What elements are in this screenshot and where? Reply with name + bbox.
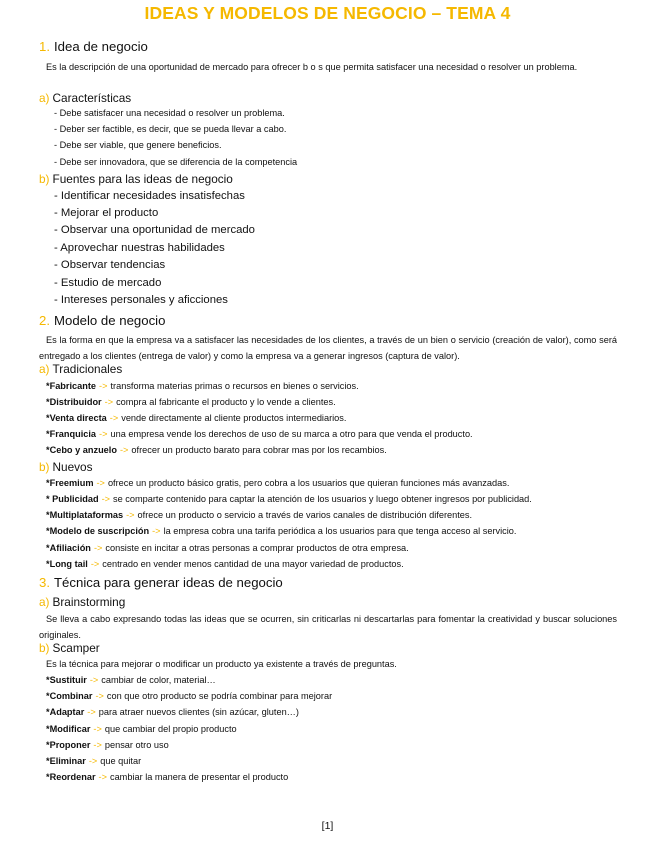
- paragraph-text: Es la descripción de una oportunidad de mercado para ofrecer b o s que permita satisfacer una necesidad o resolver un problema.: [46, 62, 578, 72]
- definition-item: [46, 397, 336, 407]
- list-item: - Estudio de mercado: [54, 277, 162, 289]
- section-number: 1.: [39, 39, 50, 54]
- subsection-letter: a): [39, 595, 50, 609]
- definition-item: [46, 381, 359, 391]
- arrow: ->: [93, 740, 102, 750]
- description: pensar otro uso: [104, 740, 169, 750]
- term: *Cebo y anzuelo: [46, 445, 117, 455]
- arrow: ->: [99, 381, 108, 391]
- section-2-heading: [39, 313, 165, 328]
- description: vende directamente al cliente productos intermediarios.: [121, 413, 347, 423]
- subsection-1b-heading: [39, 172, 233, 186]
- subsection-title: Brainstorming: [52, 595, 126, 609]
- arrow: ->: [87, 707, 96, 717]
- term: *Combinar: [46, 691, 93, 701]
- definition-item: [46, 724, 237, 734]
- arrow: ->: [98, 772, 107, 782]
- arrow: ->: [95, 691, 104, 701]
- definition-item: [46, 543, 409, 553]
- arrow: ->: [119, 445, 129, 455]
- section-number: 2.: [39, 313, 50, 328]
- description: que quitar: [100, 756, 142, 766]
- definition-item: [46, 740, 169, 750]
- arrow: ->: [89, 675, 99, 685]
- page-title: IDEAS Y MODELOS DE NEGOCIO – TEMA 4: [144, 3, 511, 23]
- definition-item: [46, 510, 472, 520]
- list-item: - Observar tendencias: [54, 259, 166, 271]
- definition-item: [46, 445, 387, 455]
- description: compra al fabricante el producto y lo vende a clientes.: [116, 397, 336, 407]
- description: que cambiar del propio producto: [104, 724, 237, 734]
- definition-item: [46, 675, 216, 685]
- subsection-letter: a): [39, 91, 50, 105]
- term: *Venta directa: [46, 413, 107, 423]
- subsection-3a-heading: [39, 595, 125, 609]
- definition-item: [46, 756, 141, 766]
- subsection-title: Scamper: [52, 641, 100, 655]
- subsection-3b-heading: [39, 641, 100, 655]
- term: *Eliminar: [46, 756, 86, 766]
- term: *Sustituir: [46, 675, 87, 685]
- subsection-2b-heading: [39, 460, 93, 474]
- subsection-title: Nuevos: [52, 460, 93, 474]
- description: con que otro producto se podría combinar para mejorar: [106, 691, 333, 701]
- subsection-letter: b): [39, 460, 50, 474]
- description: transforma materias primas o recursos en bienes o servicios.: [110, 381, 359, 391]
- term: *Distribuidor: [46, 397, 102, 407]
- subsection-1a-heading: [39, 91, 131, 105]
- description: centrado en vender menos cantidad de una mayor variedad de productos.: [102, 559, 404, 569]
- arrow: ->: [96, 478, 105, 488]
- definition-item: [46, 691, 332, 701]
- term: *Franquicia: [46, 429, 97, 439]
- arrow: ->: [93, 543, 103, 553]
- arrow: ->: [88, 756, 98, 766]
- list-item: - Debe ser innovadora, que se diferencia de la competencia: [54, 157, 298, 167]
- subsection-2a-heading: [39, 362, 122, 376]
- term: *Modificar: [46, 724, 91, 734]
- subsection-letter: a): [39, 362, 50, 376]
- arrow: ->: [99, 429, 108, 439]
- definition-item: [46, 413, 346, 423]
- definition-item: [46, 478, 509, 488]
- section-1-intro: [39, 59, 617, 75]
- scamper-intro: Es la técnica para mejorar o modificar un producto ya existente a través de preguntas.: [46, 659, 397, 669]
- section-number: 3.: [39, 575, 50, 590]
- list-item: - Deber ser factible, es decir, que se pueda llevar a cabo.: [54, 124, 287, 134]
- description: ofrece un producto básico gratis, pero cobra a los usuarios que quieran funciones más avanzadas.: [107, 478, 510, 488]
- list-item: - Intereses personales y aficciones: [54, 294, 228, 306]
- arrow: ->: [90, 559, 100, 569]
- arrow: ->: [152, 526, 161, 536]
- definition-item: [46, 772, 288, 782]
- section-title: Modelo de negocio: [54, 313, 166, 328]
- section-1-heading: [39, 39, 148, 54]
- list-item: - Debe satisfacer una necesidad o resolver un problema.: [54, 108, 285, 118]
- term: *Modelo de suscripción: [46, 526, 150, 536]
- section-3a-text: [39, 611, 617, 643]
- description: cambiar la manera de presentar el producto: [109, 772, 289, 782]
- paragraph-text: Se lleva a cabo expresando todas las ideas que se ocurren, sin criticarlas ni descartarlas para fomentar la creatividad y buscar soluciones originales.: [39, 614, 617, 640]
- arrow: ->: [126, 510, 135, 520]
- term: *Freemium: [46, 478, 94, 488]
- term: *Fabricante: [46, 381, 97, 391]
- term: *Adaptar: [46, 707, 85, 717]
- definition-item: [46, 494, 532, 504]
- section-title: Técnica para generar ideas de negocio: [54, 575, 283, 590]
- description: ofrecer un producto barato para cobrar mas por los recambios.: [131, 445, 387, 455]
- term: * Publicidad: [46, 494, 99, 504]
- description: para atraer nuevos clientes (sin azúcar, gluten…): [98, 707, 299, 717]
- arrow: ->: [101, 494, 111, 504]
- term: *Afiliación: [46, 543, 91, 553]
- section-title: Idea de negocio: [54, 39, 148, 54]
- list-item: - Debe ser viable, que genere beneficios.: [54, 140, 222, 150]
- definition-item: [46, 526, 516, 536]
- definition-item: [46, 429, 473, 439]
- definition-item: [46, 559, 404, 569]
- list-item: - Mejorar el producto: [54, 207, 159, 219]
- paragraph-text: Es la forma en que la empresa va a satisfacer las necesidades de los clientes, a través de un bien o servicio (creación de valor), como será entregado a los clientes (entrega de valor) y como la empresa va a generar ingresos (captura de valor).: [39, 335, 617, 361]
- list-item: - Identificar necesidades insatisfechas: [54, 190, 245, 202]
- subsection-title: Tradicionales: [52, 362, 123, 376]
- description: ofrece un producto o servicio a través de varios canales de distribución diferentes.: [137, 510, 473, 520]
- description: una empresa vende los derechos de uso de su marca a otro para que venda el producto.: [110, 429, 473, 439]
- list-item: - Observar una oportunidad de mercado: [54, 224, 255, 236]
- description: se comparte contenido para captar la atención de los usuarios y luego obtener ingresos por publicidad.: [113, 494, 532, 504]
- section-2-intro: [39, 332, 617, 364]
- term: *Proponer: [46, 740, 91, 750]
- subsection-letter: b): [39, 172, 50, 186]
- description: la empresa cobra una tarifa periódica a los usuarios para que tenga acceso al servicio.: [163, 526, 517, 536]
- term: *Long tail: [46, 559, 88, 569]
- description: cambiar de color, material…: [101, 675, 216, 685]
- term: *Multiplataformas: [46, 510, 124, 520]
- arrow: ->: [93, 724, 102, 734]
- section-3-heading: [39, 575, 283, 590]
- arrow: ->: [109, 413, 119, 423]
- subsection-title: Fuentes para las ideas de negocio: [52, 172, 233, 186]
- list-item: - Aprovechar nuestras habilidades: [54, 242, 225, 254]
- subsection-title: Características: [52, 91, 132, 105]
- definition-item: [46, 707, 299, 717]
- description: consiste en incitar a otras personas a comprar productos de otra empresa.: [105, 543, 409, 553]
- subsection-letter: b): [39, 641, 50, 655]
- term: *Reordenar: [46, 772, 96, 782]
- arrow: ->: [104, 397, 114, 407]
- page-number: [1]: [321, 820, 334, 832]
